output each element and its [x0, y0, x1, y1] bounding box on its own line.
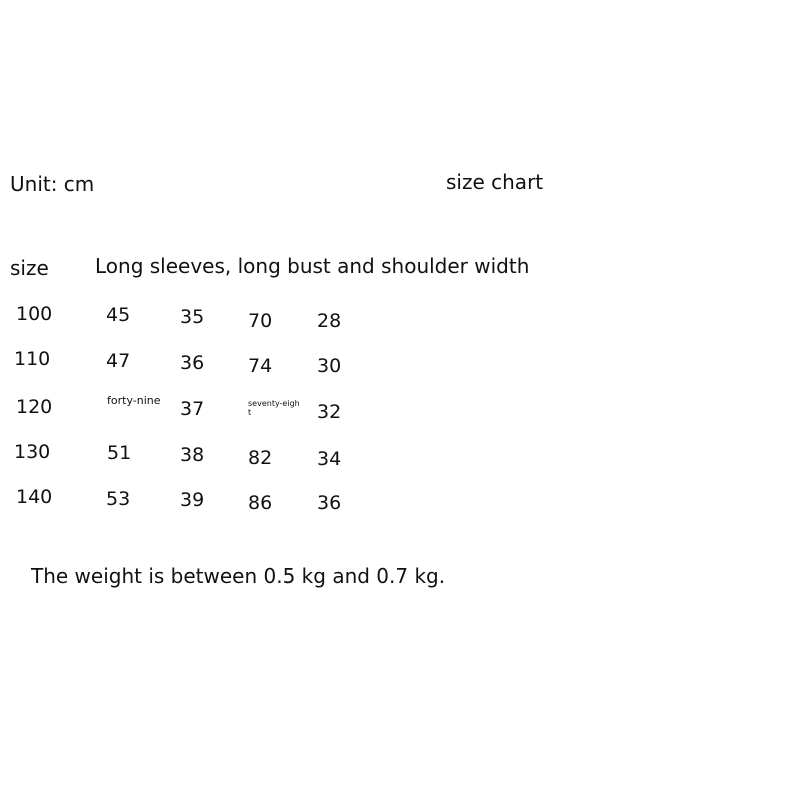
- sleeve-length-cell: 47: [106, 350, 131, 372]
- size-cell: 140: [16, 486, 53, 508]
- bust-cell: 82: [248, 447, 273, 469]
- length-cell: 36: [180, 352, 205, 374]
- sleeve-length-cell: 53: [106, 488, 131, 510]
- length-cell: 35: [180, 306, 205, 328]
- length-cell: 38: [180, 444, 205, 466]
- size-column-label: size: [10, 256, 49, 280]
- weight-note: The weight is between 0.5 kg and 0.7 kg.: [31, 564, 446, 588]
- size-cell: 120: [16, 396, 53, 418]
- sleeve-length-cell: 45: [106, 304, 131, 326]
- bust-cell: seventy-eight: [248, 399, 300, 417]
- sleeve-length-cell: 51: [107, 442, 132, 464]
- size-cell: 130: [14, 441, 51, 463]
- sleeve-length-cell: forty-nine: [107, 394, 161, 407]
- shoulder-width-cell: 36: [317, 492, 342, 514]
- shoulder-width-cell: 32: [317, 401, 342, 423]
- bust-cell: 74: [248, 355, 273, 377]
- measurements-label: Long sleeves, long bust and shoulder width: [95, 254, 530, 278]
- length-cell: 37: [180, 398, 205, 420]
- shoulder-width-cell: 34: [317, 448, 342, 470]
- unit-label: Unit: cm: [10, 172, 95, 196]
- bust-cell: 70: [248, 310, 273, 332]
- shoulder-width-cell: 28: [317, 310, 342, 332]
- shoulder-width-cell: 30: [317, 355, 342, 377]
- bust-cell: 86: [248, 492, 273, 514]
- size-cell: 110: [14, 348, 51, 370]
- length-cell: 39: [180, 489, 205, 511]
- size-cell: 100: [16, 303, 53, 325]
- chart-title: size chart: [446, 170, 544, 194]
